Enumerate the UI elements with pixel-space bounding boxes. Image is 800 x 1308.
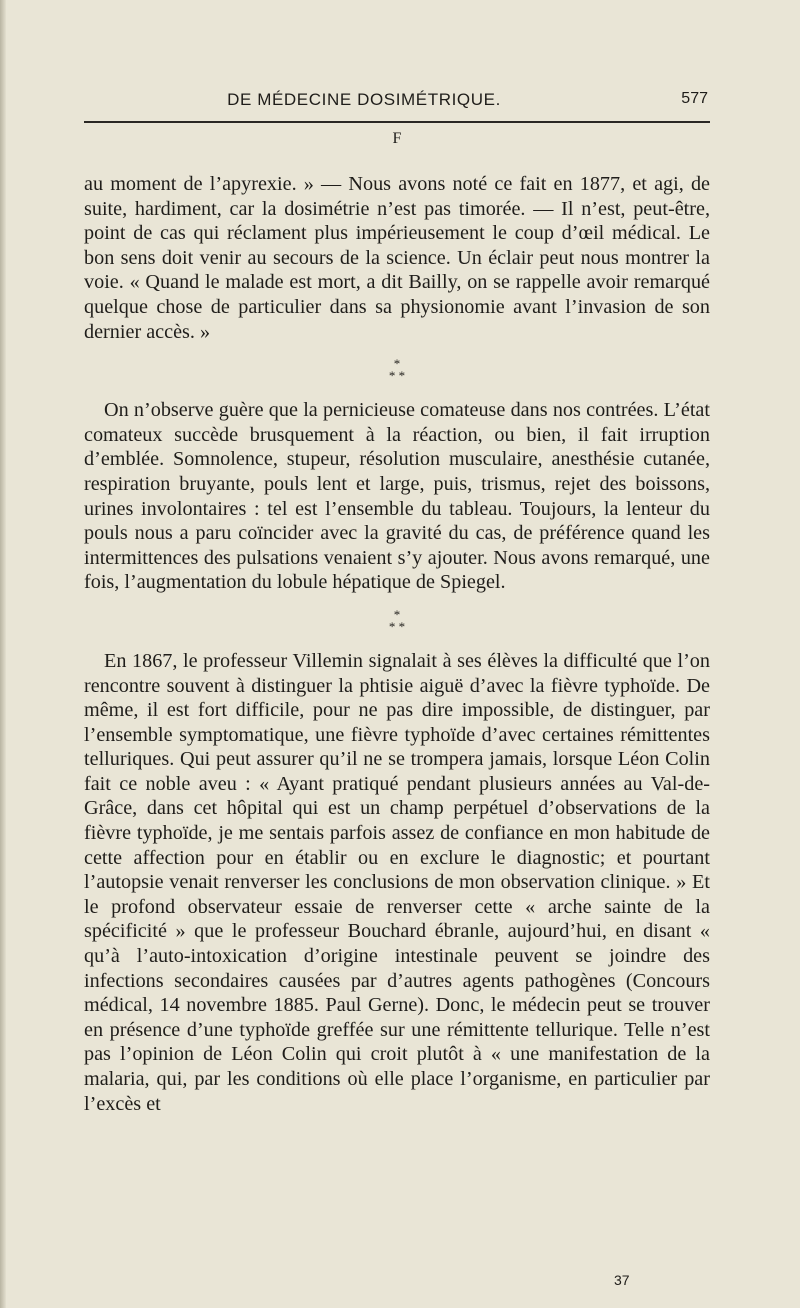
paragraph-1: au moment de l’apyrexie. » — Nous avons noté ce fait en 1877, et agi, de suite, hardiment, car la dosimétrie n’est pas timorée. — Il n’est, peut-être, point de cas qui réclament plus impérieusement le coup d’œil médical. Le bon sens doit venir au secours de la science. Un éclair peut nous montrer la voie. « Quand le malade est mort, a dit Bailly, on se rappelle avoir remarqué quelque chose de particulier dans sa physionomie avant l’invasion de son dernier accès. » <box>84 173 710 343</box>
book-page <box>84 0 710 1308</box>
header-rule <box>84 121 710 123</box>
running-head <box>84 88 710 112</box>
page-number: 577 <box>681 90 708 107</box>
page-edge-shadow <box>0 0 6 1308</box>
asterism-bottom: * * <box>388 618 406 634</box>
running-title: DE MÉDECINE DOSIMÉTRIQUE. <box>227 90 501 109</box>
signature-number: 37 <box>614 1272 630 1288</box>
asterism-1 <box>84 358 710 382</box>
asterism-top: * <box>393 606 401 622</box>
paragraph-3: En 1867, le professeur Villemin signalait à ses élèves la difficulté que l’on rencontre souvent à distinguer la phtisie aiguë d’avec la fièvre typhoïde. De même, il est fort difficile, pour ne pas dire impossible, de distinguer, par l’ensemble symptomatique, une fièvre typhoïde d’avec certaines rémittentes telluriques. Qui peut assurer qu’il ne se trompera jamais, lorsque Léon Colin fait ce noble aveu : « Ayant pratiqué pendant plusieurs années au Val-de-Grâce, dans cet hôpital qui est un champ perpétuel d’observations de la fièvre typhoïde, je me sentais parfois assez de confiance en mon habitude de cette affection pour en établir ou en exclure le diagnostic; et pourtant l’autopsie venait renverser les conclusions de mon observation clinique. » Et le profond observateur essaie de renverser cette « arche sainte de la spécificité » que le professeur Bouchard ébranle, aujourd’hui, en disant « qu’à l’auto-intoxication d’origine intestinale peuvent se joindre des infections secondaires causées par d’autres agents pathogènes (Concours médical, 14 novembre 1885. Paul Gerne). Donc, le médecin peut se trouver en présence d’une typhoïde greffée sur une rémittente tellurique. Telle n’est pas l’opinion de Léon Colin qui croit plutôt à « une manifestation de la malaria, qui, par les conditions où elle place l’organisme, en particulier par l’excès et <box>84 649 710 1115</box>
asterism-2 <box>84 606 710 634</box>
paragraph-2: On n’observe guère que la pernicieuse comateuse dans nos contrées. L’état comateux succède brusquement à la réaction, ou bien, il fait irruption d’emblée. Somnolence, stupeur, résolution musculaire, anesthésie cutanée, respiration bruyante, pouls lent et large, puis, trismus, rejet des boissons, urines involontaires : tel est l’ensemble du tableau. Toujours, la lenteur du pouls nous a paru coïncider avec la gravité du cas, de préférence quand les intermittences des pulsations venaient s’y ajouter. Nous avons remarqué, une fois, l’augmentation du lobule hépatique de Spiegel. <box>84 399 710 594</box>
body-text <box>84 172 710 1116</box>
asterism-bottom: * * <box>388 368 406 384</box>
asterism-top: * <box>393 356 401 372</box>
top-mark: F <box>392 130 402 147</box>
